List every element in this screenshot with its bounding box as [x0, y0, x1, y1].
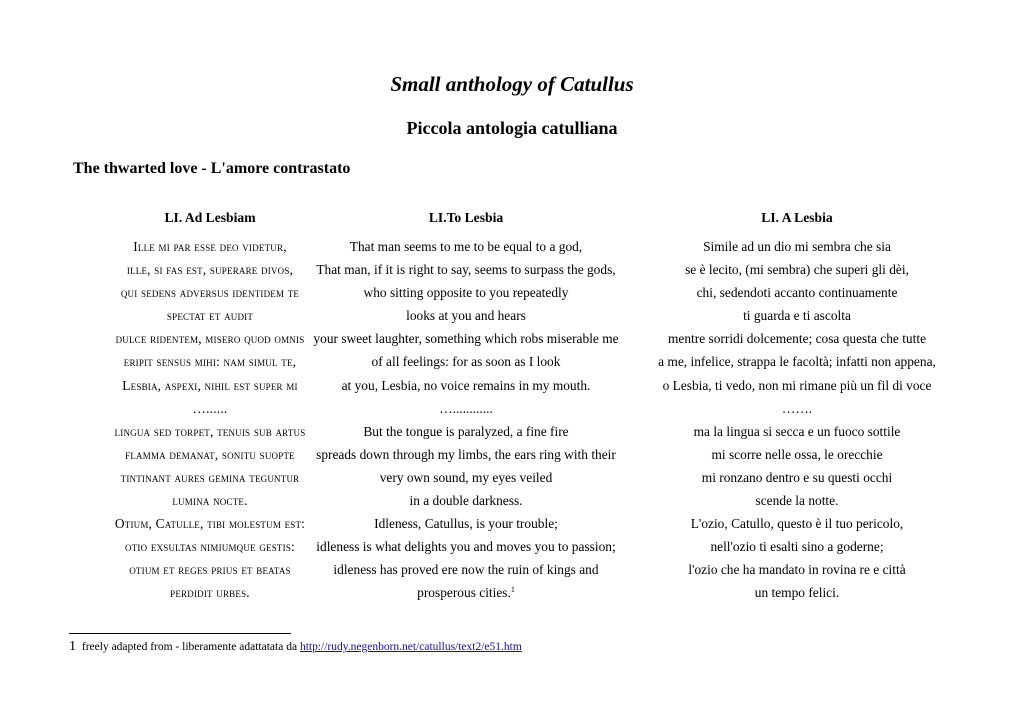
- english-verse-line-text: That man, if it is right to say, seems to surpass the gods,: [316, 262, 616, 278]
- italian-verse-line: [632, 235, 962, 258]
- english-verse-line: [296, 397, 636, 420]
- italian-verse-line-text: scende la notte.: [755, 493, 839, 509]
- latin-verse-line-text: otium et reges prius et beatas: [129, 562, 291, 578]
- latin-verse-line-text: lumina nocte.: [172, 493, 248, 509]
- latin-verse-line-text: qui sedens adversus identidem te: [120, 285, 300, 301]
- english-verse-line-text: idleness has proved ere now the ruin of kings and: [333, 562, 599, 578]
- italian-column: [632, 207, 962, 605]
- footnote-text: freely adapted from - liberamente adattatata da: [79, 641, 300, 653]
- english-verse-line-text: prosperous cities.: [417, 585, 511, 601]
- footnote-marker: 1: [510, 585, 515, 595]
- italian-verse-line-text: un tempo felici.: [754, 585, 840, 601]
- english-verse-line-text: …............: [439, 400, 493, 416]
- italian-verse-line: [632, 281, 962, 304]
- english-verse-line: [296, 489, 636, 512]
- english-column: [296, 207, 636, 605]
- latin-column-heading: LI. Ad Lesbiam: [164, 210, 256, 225]
- english-verse-line: [296, 304, 636, 327]
- latin-verse-line-text: tintinant aures gemina teguntur: [120, 469, 300, 485]
- english-verse-line: [296, 581, 636, 604]
- italian-verse-line-text: mi ronzano dentro e su questi occhi: [701, 469, 893, 485]
- italian-verse-line: [632, 581, 962, 604]
- latin-verse-line-text: ille, si fas est, superare divos,: [126, 262, 294, 278]
- italian-verse-line-text: l'ozio che ha mandato in rovina re e città: [688, 562, 906, 578]
- english-verse-line: [296, 281, 636, 304]
- footnote: [69, 639, 522, 655]
- english-verse-line: [296, 258, 636, 281]
- italian-verse-line-text: chi, sedendoti accanto continuamente: [696, 285, 898, 301]
- english-verse-line-text: spreads down through my limbs, the ears ring with their: [316, 446, 616, 462]
- italian-verse-line-text: o Lesbia, ti vedo, non mi rimane più un fil di voce: [662, 377, 932, 393]
- italian-verse-line: [632, 304, 962, 327]
- english-verse-line-text: in a double darkness.: [409, 493, 523, 509]
- italian-verse-line-text: se è lecito, (mi sembra) che superi gli dèi,: [685, 262, 909, 278]
- italian-verse-line-text: a me, infelice, strappa le facoltà; infatti non appena,: [658, 354, 936, 370]
- english-verse-line-text: That man seems to me to be equal to a god,: [349, 239, 583, 254]
- footnote-link[interactable]: http://rudy.negenborn.net/catullus/text2/e51.htm: [299, 641, 522, 653]
- italian-verse-line: [632, 535, 962, 558]
- english-verse-line: [296, 350, 636, 373]
- italian-verse-line-text: …….: [781, 400, 813, 416]
- italian-verse-line: [632, 489, 962, 512]
- english-verse-line: [296, 327, 636, 350]
- italian-verse-line: [632, 350, 962, 373]
- italian-verse-line-text: mentre sorridi dolcemente; cosa questa che tutte: [667, 331, 927, 347]
- english-verse-line-text: idleness is what delights you and moves you to passion;: [316, 539, 616, 555]
- italian-verse-line: [632, 327, 962, 350]
- italian-verse-line: [632, 443, 962, 466]
- italian-verse-line: [632, 466, 962, 489]
- english-verse-line: [296, 512, 636, 535]
- latin-verse-line-text: Lesbia, aspexi, nihil est super mi: [122, 377, 298, 393]
- english-verse-line-text: looks at you and hears: [406, 308, 526, 324]
- footnote-separator: [69, 633, 291, 634]
- footnote-number: 1: [69, 639, 76, 654]
- italian-verse-line-text: Simile ad un dio mi sembra che sia: [703, 239, 891, 254]
- italian-verse-line: [632, 397, 962, 420]
- english-verse-line-text: very own sound, my eyes veiled: [379, 469, 553, 485]
- english-verse-line: [296, 420, 636, 443]
- english-verse-lines: [296, 235, 636, 605]
- english-verse-line-text: who sitting opposite to you repeatedly: [363, 285, 569, 301]
- latin-verse-line-text: otio exsultas nimiumque gestis:: [125, 539, 295, 555]
- english-verse-line-text: of all feelings: for as soon as I look: [371, 354, 561, 370]
- latin-verse-line-text: flamma demanat, sonitu suopte: [125, 446, 295, 462]
- italian-verse-lines: [632, 235, 962, 605]
- english-column-heading: LI.To Lesbia: [428, 210, 504, 225]
- italian-verse-line: [632, 258, 962, 281]
- english-verse-line: [296, 558, 636, 581]
- latin-verse-line-text: …......: [192, 400, 228, 416]
- english-verse-line-text: But the tongue is paralyzed, a fine fire: [363, 423, 569, 439]
- english-verse-line-text: Idleness, Catullus, is your trouble;: [374, 516, 558, 532]
- document-title: Small anthology of Catullus: [390, 72, 634, 96]
- italian-verse-line: [632, 374, 962, 397]
- english-verse-line: [296, 443, 636, 466]
- latin-verse-line-text: Ille mi par esse deo videtur,: [133, 239, 287, 254]
- english-verse-line: [296, 535, 636, 558]
- section-heading: The thwarted love - L'amore contrastato: [73, 160, 351, 177]
- italian-verse-line-text: nell'ozio ti esalti sino a goderne;: [710, 539, 884, 555]
- italian-verse-line-text: ti guarda e ti ascolta: [743, 308, 851, 324]
- document-subtitle: Piccola antologia catulliana: [406, 118, 618, 138]
- italian-verse-line: [632, 512, 962, 535]
- english-verse-line-text: your sweet laughter, something which robs miserable me: [313, 331, 619, 347]
- italian-verse-line-text: L'ozio, Catullo, questo è il tuo pericolo,: [690, 516, 904, 532]
- italian-verse-line-text: ma la lingua si secca e un fuoco sottile: [693, 423, 901, 439]
- italian-verse-line: [632, 420, 962, 443]
- latin-verse-line-text: perdidit urbes.: [170, 585, 250, 601]
- english-verse-line: [296, 466, 636, 489]
- latin-verse-line-text: Otium, Catulle, tibi molestum est:: [114, 516, 306, 532]
- english-verse-line: [296, 235, 636, 258]
- latin-verse-line-text: spectat et audit: [166, 308, 254, 324]
- english-verse-line-text: at you, Lesbia, no voice remains in my mouth.: [341, 377, 591, 393]
- italian-verse-line-text: mi scorre nelle ossa, le orecchie: [711, 446, 883, 462]
- english-verse-line: [296, 374, 636, 397]
- latin-verse-line-text: lingua sed torpet, tenuis sub artus: [114, 423, 306, 439]
- italian-column-heading: LI. A Lesbia: [761, 210, 833, 225]
- latin-verse-line-text: dulce ridentem, misero quod omnis: [115, 331, 305, 347]
- latin-verse-line-text: eripit sensus mihi: nam simul te,: [123, 354, 297, 370]
- italian-verse-line: [632, 558, 962, 581]
